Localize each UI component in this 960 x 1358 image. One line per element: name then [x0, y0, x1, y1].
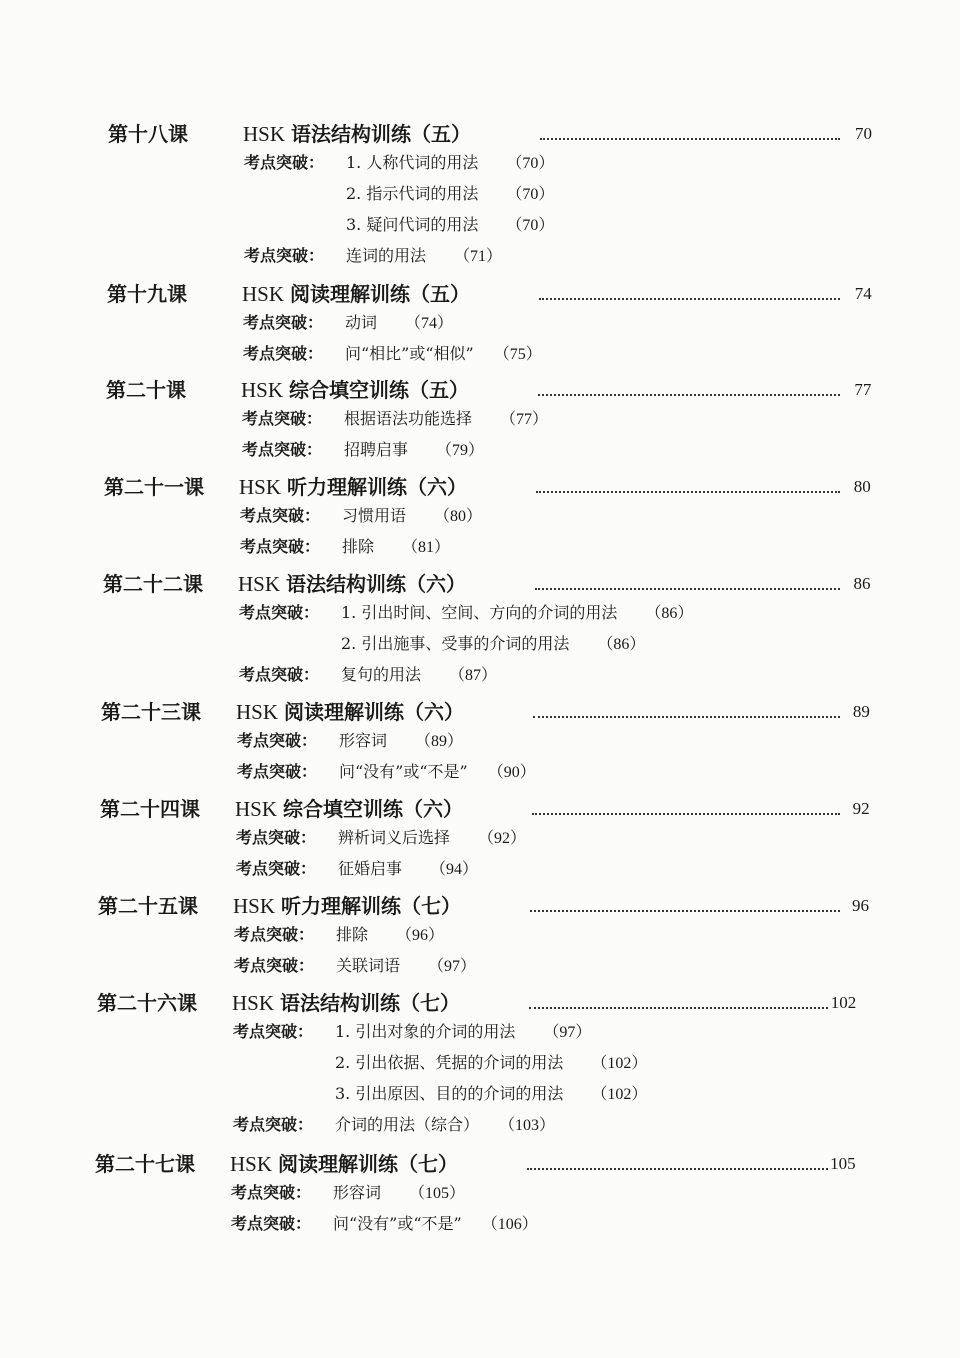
topic-text: 问“相比”或“相似”	[345, 344, 474, 363]
toc-lesson-entry	[0, 696, 960, 790]
lesson-title-text: 语法结构训练（六）	[286, 572, 467, 596]
lesson-title-prefix: HSK	[230, 1152, 273, 1176]
lesson-number: 第二十四课	[100, 797, 200, 821]
topic-text: 招聘启事	[344, 440, 409, 459]
dot-leader	[539, 288, 840, 300]
topic-page-ref: （94）	[430, 861, 479, 878]
topic-text: 问“没有”或“不是”	[339, 762, 468, 781]
topic-text: 2. 引出依据、凭据的介词的用法	[335, 1053, 564, 1072]
lesson-title	[232, 987, 460, 1016]
lesson-title-text: 语法结构训练（七）	[280, 991, 461, 1015]
breakthrough-item	[0, 212, 960, 243]
lesson-page-number: 105	[830, 1154, 856, 1173]
lesson-heading-row	[0, 278, 960, 310]
lesson-number: 第二十三课	[101, 700, 201, 724]
topic-text: 形容词	[333, 1183, 382, 1202]
breakthrough-topic	[339, 759, 536, 782]
lesson-title	[239, 471, 467, 500]
toc-lesson-entry	[0, 278, 960, 372]
topic-text: 辨析词义后选择	[338, 828, 451, 847]
breakthrough-topic	[346, 150, 554, 173]
breakthrough-label: 考点突破：	[237, 762, 318, 781]
lesson-heading-row	[0, 471, 960, 503]
lesson-page-number: 77	[854, 380, 872, 399]
topic-text: 排除	[336, 925, 369, 944]
topic-page-ref: （97）	[428, 958, 477, 975]
breakthrough-item	[0, 243, 960, 274]
toc-lesson-entry	[0, 118, 960, 274]
breakthrough-item	[0, 600, 960, 631]
lesson-number: 第二十五课	[98, 894, 198, 918]
breakthrough-label: 考点突破：	[240, 537, 321, 556]
lesson-title-prefix: HSK	[233, 894, 276, 918]
toc-lesson-entry	[0, 987, 960, 1143]
breakthrough-label: 考点突破：	[234, 925, 315, 944]
lesson-number: 第二十七课	[95, 1152, 195, 1176]
lesson-title-prefix: HSK	[239, 475, 282, 499]
lesson-title-text: 听力理解训练（七）	[281, 894, 462, 918]
breakthrough-item	[0, 953, 960, 984]
topic-page-ref: （102）	[591, 1086, 648, 1103]
breakthrough-item	[0, 341, 960, 372]
breakthrough-topic	[336, 922, 444, 945]
breakthrough-item	[0, 534, 960, 565]
topic-page-ref: （102）	[591, 1055, 648, 1072]
lesson-title-text: 听力理解训练（六）	[287, 475, 468, 499]
breakthrough-topic	[346, 243, 502, 266]
breakthrough-topic	[335, 1019, 591, 1042]
lesson-number: 第十八课	[108, 122, 188, 146]
lesson-title-prefix: HSK	[242, 282, 285, 306]
topic-page-ref: （89）	[415, 733, 464, 750]
topic-page-ref: （96）	[396, 927, 445, 944]
breakthrough-topic	[338, 856, 478, 879]
breakthrough-item	[0, 1112, 960, 1143]
breakthrough-item	[0, 759, 960, 790]
topic-page-ref: （105）	[409, 1185, 466, 1202]
breakthrough-item	[0, 1081, 960, 1112]
lesson-title-prefix: HSK	[236, 700, 279, 724]
lesson-title-text: 阅读理解训练（五）	[290, 282, 471, 306]
breakthrough-item	[0, 631, 960, 662]
topic-page-ref: （86）	[597, 636, 646, 653]
topic-page-ref: （79）	[436, 442, 485, 459]
breakthrough-label: 考点突破：	[240, 506, 321, 525]
topic-page-ref: （92）	[478, 830, 527, 847]
breakthrough-topic	[342, 503, 482, 526]
topic-page-ref: （70）	[506, 186, 555, 203]
topic-page-ref: （106）	[489, 1216, 538, 1233]
breakthrough-label: 考点突破：	[234, 956, 315, 975]
breakthrough-topic	[341, 662, 497, 685]
dot-leader	[540, 128, 840, 140]
breakthrough-label: 考点突破：	[242, 409, 323, 428]
breakthrough-item	[0, 1211, 960, 1242]
lesson-page-number: 70	[855, 124, 872, 143]
breakthrough-label: 考点突破：	[236, 859, 317, 878]
lesson-title-prefix: HSK	[238, 572, 281, 596]
lesson-title-prefix: HSK	[243, 122, 286, 146]
topic-page-ref: （71）	[454, 248, 503, 265]
topic-text: 根据语法功能选择	[344, 409, 473, 428]
lesson-title-text: 综合填空训练（六）	[283, 797, 464, 821]
topic-text: 介词的用法（综合）	[335, 1115, 480, 1134]
lesson-heading-row	[0, 1148, 960, 1180]
breakthrough-topic	[341, 631, 645, 654]
breakthrough-topic	[335, 1050, 647, 1073]
topic-text: 3. 引出原因、目的的介词的用法	[335, 1084, 564, 1103]
breakthrough-topic	[333, 1211, 538, 1234]
lesson-title	[241, 374, 469, 403]
lesson-title	[236, 696, 464, 725]
topic-page-ref: （97）	[543, 1024, 592, 1041]
lesson-number: 第二十课	[106, 378, 186, 402]
lesson-heading-row	[0, 696, 960, 728]
lesson-title-prefix: HSK	[235, 797, 278, 821]
topic-text: 1. 引出时间、空间、方向的介词的用法	[341, 603, 618, 622]
breakthrough-label: 考点突破：	[231, 1183, 312, 1202]
lesson-number: 第二十二课	[103, 572, 203, 596]
breakthrough-label: 考点突破：	[237, 731, 318, 750]
topic-page-ref: （81）	[402, 539, 451, 556]
lesson-title-text: 综合填空训练（五）	[289, 378, 470, 402]
lesson-title-text: 语法结构训练（五）	[291, 122, 472, 146]
breakthrough-topic	[336, 953, 476, 976]
breakthrough-label: 考点突破：	[243, 313, 324, 332]
breakthrough-topic	[346, 212, 554, 235]
breakthrough-item	[0, 150, 960, 181]
breakthrough-item	[0, 662, 960, 693]
topic-text: 习惯用语	[342, 506, 407, 525]
topic-text: 连词的用法	[346, 246, 427, 265]
dot-leader	[529, 997, 828, 1009]
lesson-title-prefix: HSK	[241, 378, 284, 402]
lesson-heading-row	[0, 568, 960, 600]
breakthrough-item	[0, 1050, 960, 1081]
toc-lesson-entry	[0, 793, 960, 887]
topic-page-ref: （86）	[645, 605, 694, 622]
topic-text: 2. 引出施事、受事的介词的用法	[341, 634, 570, 653]
topic-text: 排除	[342, 537, 375, 556]
breakthrough-item	[0, 406, 960, 437]
dot-leader	[538, 384, 840, 396]
breakthrough-label: 考点突破：	[244, 153, 325, 172]
breakthrough-topic	[333, 1180, 465, 1203]
dot-leader	[532, 803, 840, 815]
lesson-page-number: 89	[852, 702, 870, 721]
lesson-number: 第十九课	[107, 282, 187, 306]
breakthrough-item	[0, 437, 960, 468]
breakthrough-item	[0, 728, 960, 759]
breakthrough-topic	[342, 534, 450, 557]
breakthrough-item	[0, 825, 960, 856]
dot-leader	[527, 1158, 828, 1170]
lesson-page-number: 102	[830, 993, 857, 1012]
breakthrough-label: 考点突破：	[239, 665, 320, 684]
lesson-heading-row	[0, 890, 960, 922]
breakthrough-topic	[339, 728, 463, 751]
topic-text: 关联词语	[336, 956, 401, 975]
toc-lesson-entry	[0, 890, 960, 984]
lesson-heading-row	[0, 374, 960, 406]
breakthrough-topic	[338, 825, 526, 848]
lesson-page-number: 92	[852, 799, 870, 818]
lesson-number: 第二十六课	[97, 991, 197, 1015]
dot-leader	[530, 900, 840, 912]
topic-text: 复句的用法	[341, 665, 422, 684]
dot-leader	[535, 578, 840, 590]
breakthrough-item	[0, 922, 960, 953]
breakthrough-label: 考点突破：	[231, 1214, 312, 1233]
breakthrough-topic	[345, 310, 453, 333]
breakthrough-item	[0, 503, 960, 534]
topic-page-ref: （70）	[506, 155, 555, 172]
lesson-title	[235, 793, 463, 822]
breakthrough-item	[0, 310, 960, 341]
toc-lesson-entry	[0, 374, 960, 468]
toc-lesson-entry	[0, 1148, 960, 1242]
lesson-page-number: 80	[853, 477, 871, 496]
lesson-title	[230, 1148, 458, 1177]
topic-text: 1. 人称代词的用法	[346, 153, 479, 172]
topic-text: 3. 疑问代词的用法	[346, 215, 479, 234]
breakthrough-label: 考点突破：	[243, 344, 324, 363]
breakthrough-label: 考点突破：	[239, 603, 320, 622]
breakthrough-topic	[335, 1112, 555, 1135]
lesson-number: 第二十一课	[104, 475, 204, 499]
lesson-title-text: 阅读理解训练（六）	[284, 700, 465, 724]
lesson-title	[243, 118, 471, 147]
topic-page-ref: （74）	[405, 315, 454, 332]
topic-text: 问“没有”或“不是”	[333, 1214, 462, 1233]
lesson-heading-row	[0, 118, 960, 150]
topic-text: 形容词	[339, 731, 388, 750]
lesson-title	[238, 568, 466, 597]
lesson-page-number: 74	[854, 284, 872, 303]
breakthrough-label: 考点突破：	[242, 440, 323, 459]
topic-page-ref: （87）	[449, 667, 498, 684]
toc-lesson-entry	[0, 568, 960, 693]
topic-page-ref: （77）	[500, 411, 549, 428]
breakthrough-topic	[344, 437, 484, 460]
dot-leader	[536, 481, 840, 493]
topic-text: 2. 指示代词的用法	[346, 184, 479, 203]
toc-lesson-entry	[0, 471, 960, 565]
breakthrough-item	[0, 1180, 960, 1211]
breakthrough-topic	[346, 181, 554, 204]
lesson-heading-row	[0, 987, 960, 1019]
breakthrough-topic	[335, 1081, 647, 1104]
breakthrough-item	[0, 181, 960, 212]
topic-page-ref: （103）	[507, 1117, 556, 1134]
dot-leader	[533, 706, 840, 718]
breakthrough-label: 考点突破：	[233, 1022, 314, 1041]
breakthrough-item	[0, 856, 960, 887]
topic-page-ref: （70）	[506, 217, 555, 234]
topic-page-ref: （80）	[434, 508, 483, 525]
topic-text: 动词	[345, 313, 378, 332]
lesson-title-prefix: HSK	[232, 991, 275, 1015]
lesson-page-number: 96	[852, 896, 869, 915]
breakthrough-label: 考点突破：	[233, 1115, 314, 1134]
lesson-title	[233, 890, 461, 919]
breakthrough-item	[0, 1019, 960, 1050]
breakthrough-label: 考点突破：	[244, 246, 325, 265]
topic-text: 征婚启事	[338, 859, 403, 878]
lesson-title-text: 阅读理解训练（七）	[278, 1152, 459, 1176]
breakthrough-topic	[341, 600, 693, 623]
lesson-title	[242, 278, 470, 307]
lesson-page-number: 86	[853, 574, 871, 593]
topic-page-ref: （75）	[501, 346, 542, 363]
topic-page-ref: （90）	[495, 764, 536, 781]
breakthrough-topic	[344, 406, 548, 429]
breakthrough-label: 考点突破：	[236, 828, 317, 847]
topic-text: 1. 引出对象的介词的用法	[335, 1022, 516, 1041]
breakthrough-topic	[345, 341, 542, 364]
lesson-heading-row	[0, 793, 960, 825]
